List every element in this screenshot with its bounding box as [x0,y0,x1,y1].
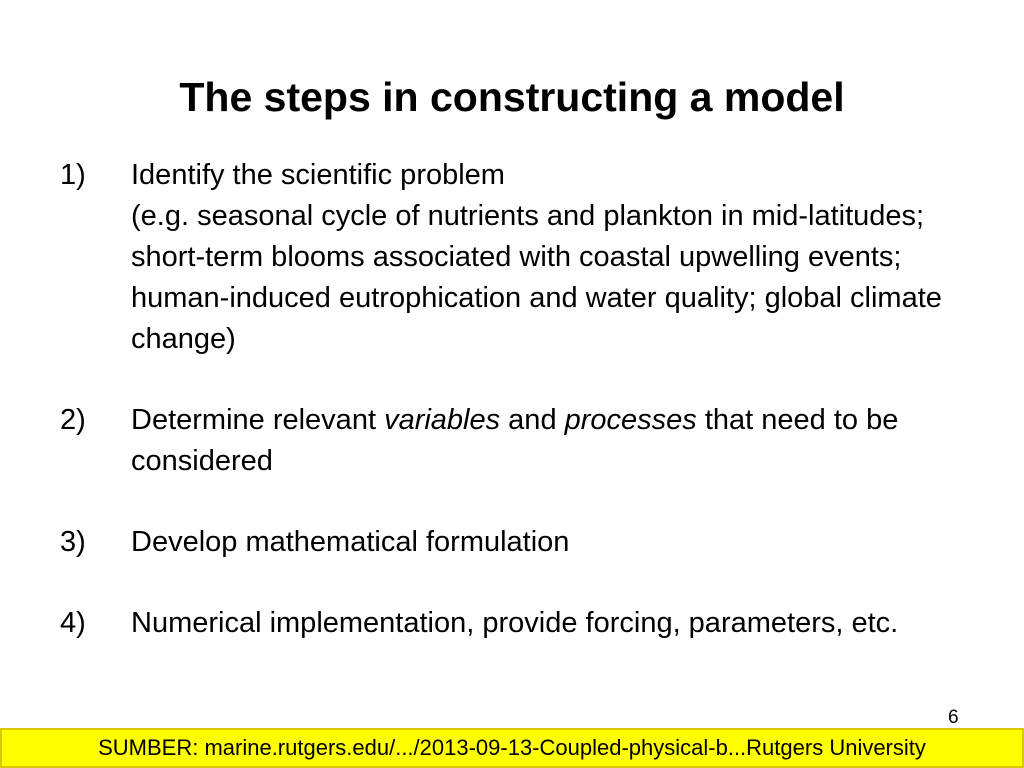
step-item [60,400,960,482]
step-text-before: Determine relevant [131,404,385,436]
step-text-middle: and [500,404,565,436]
step-body [131,155,960,360]
page-number: 6 [948,707,959,728]
step-text-after: that need to be considered [131,404,899,477]
step-item [60,155,960,360]
variables-emphasis: variables [384,404,501,436]
step-body [131,522,960,563]
source-footer: SUMBER: marine.rutgers.edu/.../2013-09-13-Coupled-physical-b...Rutgers University [0,728,1024,768]
step-number: 1) [60,159,86,191]
step-item [60,603,960,644]
slide-title: The steps in constructing a model [179,74,845,121]
step-body [131,400,960,482]
steps-list [60,155,960,684]
processes-emphasis: processes [564,404,697,436]
step-number: 3) [60,526,86,558]
step-number: 2) [60,404,86,436]
step-number: 4) [60,607,86,639]
step-title: Identify the scientific problem [131,159,505,191]
step-title: Numerical implementation, provide forcing, parameters, etc. [131,607,899,639]
step-body [131,603,960,644]
step-item [60,522,960,563]
step-detail: (e.g. seasonal cycle of nutrients and plankton in mid-latitudes; short-term blooms associated with coastal upwelling events; human-induced eutrophication and water quality; global climate change) [131,200,942,355]
step-title: Develop mathematical formulation [131,526,570,558]
